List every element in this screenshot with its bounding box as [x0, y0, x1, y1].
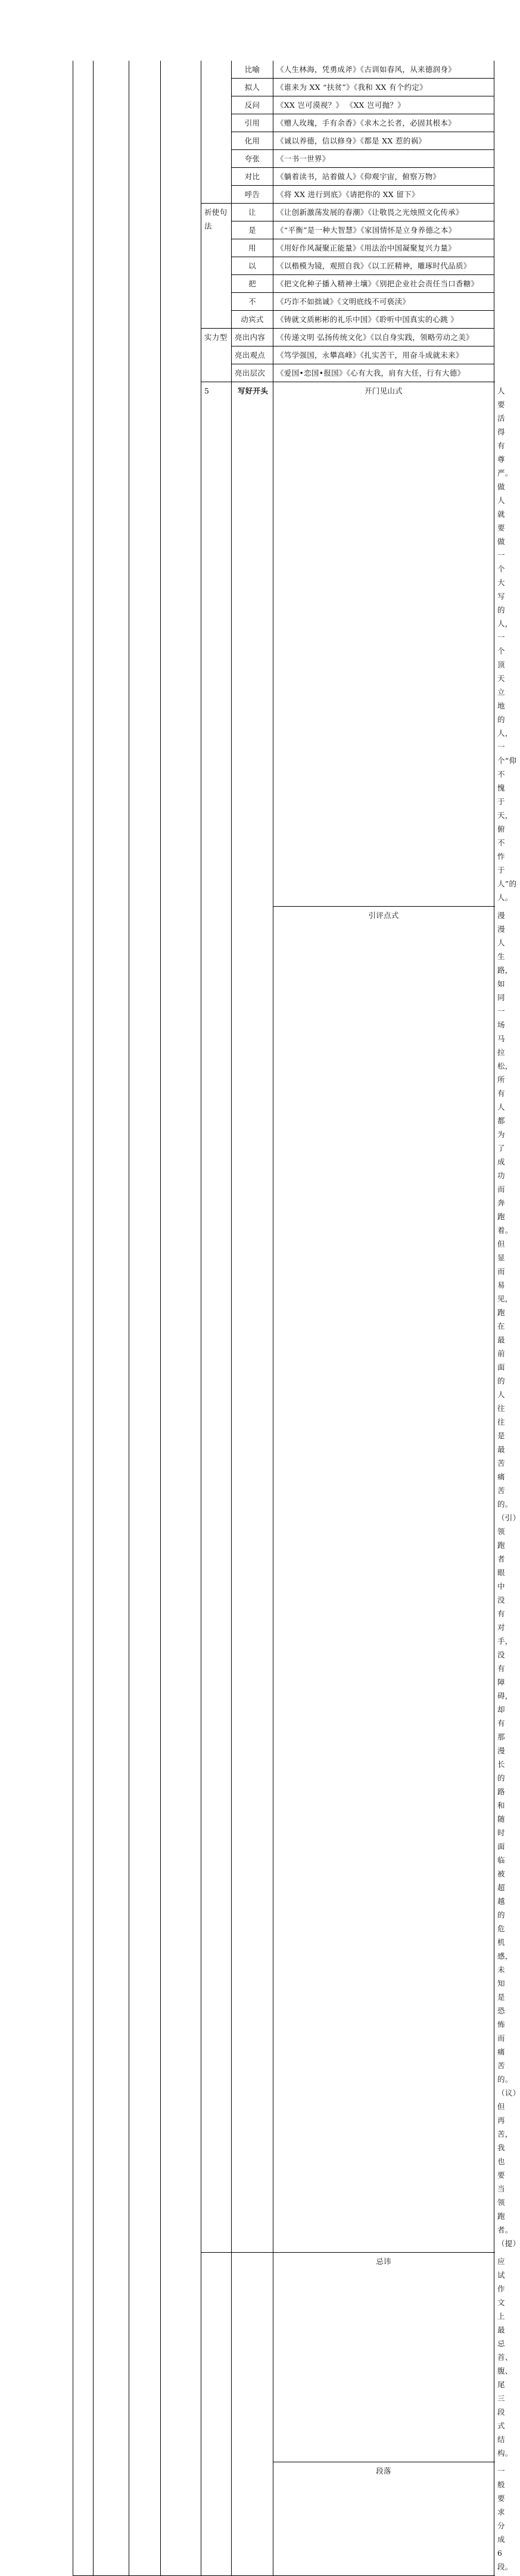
imperative-label: 不	[232, 293, 273, 311]
rhetoric-label: 反问	[232, 96, 273, 114]
section-title: 写好开头	[232, 382, 273, 2253]
empty-number-cell	[201, 2253, 232, 2576]
rhetoric-example: 《谁来为 XX “扶贫”》《我和 XX 有个约定》	[273, 79, 494, 96]
rhetoric-example: 《一书一世界》	[273, 150, 494, 168]
imperative-label: 让	[232, 204, 273, 221]
col-type-cell	[129, 61, 161, 2576]
section-number: 5	[201, 382, 232, 2253]
imperative-label: 把	[232, 275, 273, 293]
strength-label: 亮出层次	[232, 364, 273, 382]
strength-example: 《爱国•恋国•报国》《心有大我，肩有大任，行有大德》	[273, 364, 494, 382]
col-number-cell	[73, 61, 94, 2576]
col-section-cell	[94, 61, 129, 2576]
imperative-example: 《把文化种子播入精神土壤》《别把企业社会责任当口香糖》	[273, 275, 494, 293]
imperative-example: 《用好作风凝聚正能量》《用法治中国凝聚复兴力量》	[273, 239, 494, 257]
strength-example: 《传递文明 弘扬传统文化》《以自身实践，领略劳动之美》	[273, 329, 494, 346]
strength-label: 亮出观点	[232, 346, 273, 364]
rhetoric-label: 比喻	[232, 61, 273, 79]
rhetoric-label: 引用	[232, 114, 273, 132]
imperative-example: 《让创新激荡发展的春潮》《让敬畏之光烛照文化传承》	[273, 204, 494, 221]
tip-label: 段落	[273, 2462, 494, 2576]
rhetoric-example: 《将 XX 进行到底》《请把你的 XX 留下》	[273, 186, 494, 204]
writing-guide-table: 比喻 《人生林海，凭勇成斧》《古训如春风，从来德润身》 拟人 《谁来为 XX “扶贫”》《我和 XX 有个约定》 反问 《XX 岂可漠视？》 《XX 岂可抛？》 引用 《赠人玫瑰，手有余香》《求木之长者，必固其根本》 化用 《诚以养德，信以修身》《都是 XX 惹的祸》 夸张 《一书一世界》 对比 《躺着读书，站着做人》《仰观宇宙，俯察万物》 呼告 《将 XX 进行到底》《请把你的 XX 留下》 祈使句法 让 《让创新激荡发展的春潮》《让敬畏之光烛照文化传承》 是 《“平衡”是一种大智慧》《家国情怀是立身养德之本》 用 《用好作风凝聚正能量》《用法治中国凝聚复兴力量》 以 《以楷模为镜，观照自我》《以工匠精神，雕琢时代品质》 把 《把文化种子播入精神土壤》《别把企业社会责任当口香糖》 不 《巧诈不如拙诚》《文明底线不可亵渎》 动宾式 《铸就文质彬彬的礼乐中国》《聆听中国真实的心跳 》 实力型 亮出内容 《传递文明 弘扬传统文化》《以自身实践，领略劳动之美》 亮出观点 《笃学强国，永攀高峰》《扎实苦干，用奋斗成就未来》 亮出层次 《爱国•恋国•报国》《心有大我，肩有大任，行有大德》 5 写好开头 开门见山式 人要活得有尊严。做人就要做一个大写的人，一个顶天立地的人，一个“仰不愧于天，俯不怍于人”的人。 引评点式 漫漫人生路，如同一场马拉松，所有人都为了成功而奔跑着。但显而易见，跑在最前面的人往往是最苦痛苦的。（引）领跑者眼中没有对手，没有障碍，却有那漫长的路和随时面临被超越的危机感，未知是恐怖而痛苦的。（议）但再苦，我也要当领跑者。（提） 忌讳 应试作文上最忌首、腹、尾三段式结构。 段落 一般要求分成 6 段。	[73, 61, 494, 2576]
opening-method-label: 开门见山式	[273, 382, 494, 907]
imperative-label: 动宾式	[232, 311, 273, 329]
imperative-example: 《“平衡”是一种大智慧》《家国情怀是立身养德之本》	[273, 221, 494, 239]
imperative-example: 《巧诈不如拙诚》《文明底线不可亵渎》	[273, 293, 494, 311]
opening-method-label: 引评点式	[273, 907, 494, 2253]
rhetoric-label: 对比	[232, 168, 273, 186]
imperative-label: 用	[232, 239, 273, 257]
empty-title-cell	[232, 2253, 273, 2576]
imperative-category: 祈使句法	[201, 204, 232, 329]
rhetoric-example: 《躺着读书，站着做人》《仰观宇宙，俯察万物》	[273, 168, 494, 186]
rhetoric-example: 《赠人玫瑰，手有余香》《求木之长者，必固其根本》	[273, 114, 494, 132]
col-subtype-cell	[161, 61, 201, 2576]
rhetoric-example: 《诚以养德，信以修身》《都是 XX 惹的祸》	[273, 132, 494, 150]
imperative-label: 是	[232, 221, 273, 239]
strength-category: 实力型	[201, 329, 232, 382]
rhetoric-label: 化用	[232, 132, 273, 150]
rhetoric-example: 《人生林海，凭勇成斧》《古训如春风，从来德润身》	[273, 61, 494, 79]
imperative-label: 以	[232, 257, 273, 275]
rhetoric-label: 拟人	[232, 79, 273, 96]
tip-label: 忌讳	[273, 2253, 494, 2462]
rhetoric-label: 夸张	[232, 150, 273, 168]
strength-label: 亮出内容	[232, 329, 273, 346]
rhetoric-example: 《XX 岂可漠视？》 《XX 岂可抛？》	[273, 96, 494, 114]
imperative-example: 《以楷模为镜，观照自我》《以工匠精神，雕琢时代品质》	[273, 257, 494, 275]
rhetoric-category-cell	[201, 61, 232, 204]
imperative-example: 《铸就文质彬彬的礼乐中国》《聆听中国真实的心跳 》	[273, 311, 494, 329]
strength-example: 《笃学强国，永攀高峰》《扎实苦干，用奋斗成就未来》	[273, 346, 494, 364]
rhetoric-label: 呼告	[232, 186, 273, 204]
